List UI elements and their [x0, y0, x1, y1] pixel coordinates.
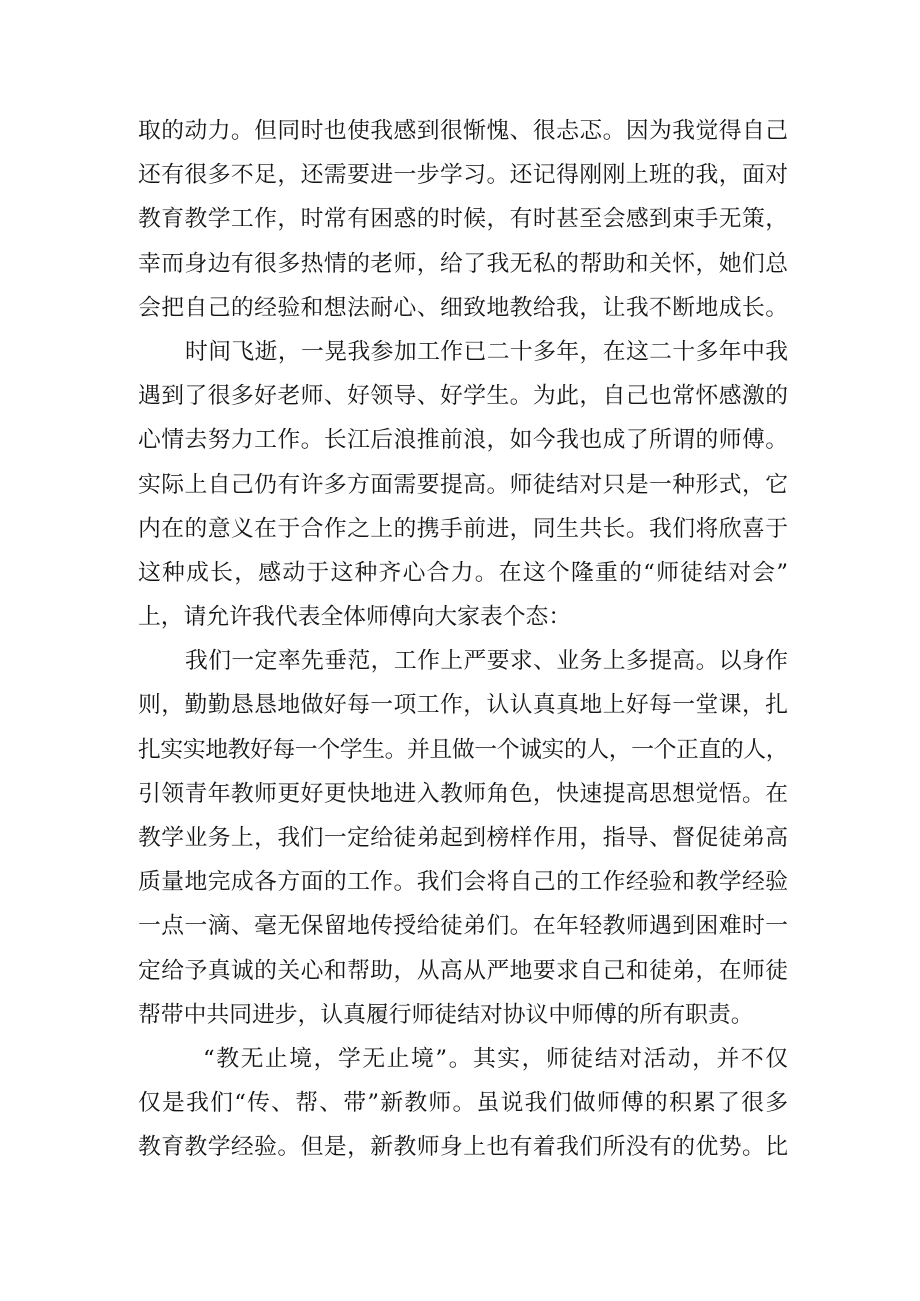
text-line: “教无止境，学无止境”。其实，师徒结对活动，并不仅	[203, 1045, 788, 1072]
text-line: 定给予真诚的关心和帮助，从高从严地要求自己和徒弟，在师徒	[138, 957, 788, 984]
text-line: 仅是我们“传、帮、带”新教师。虽说我们做师傅的积累了很多	[138, 1090, 788, 1117]
paragraph	[138, 639, 788, 1037]
text-line: 取的动力。但同时也使我感到很惭愧、很忐忑。因为我觉得自己	[138, 118, 788, 144]
paragraph	[138, 109, 788, 330]
text-line: 会把自己的经验和想法耐心、细致地教给我，让我不断地成长。	[138, 294, 788, 321]
text-line: 心情去努力工作。长江后浪推前浪，如今我也成了所谓的师傅。	[138, 427, 788, 454]
text-line: 这种成长，感动于这种齐心合力。在这个隆重的“师徒结对会”	[138, 559, 788, 586]
text-line: 扎实实地教好每一个学生。并且做一个诚实的人，一个正直的人，	[138, 736, 788, 763]
text-line: 内在的意义在于合作之上的携手前进，同生共长。我们将欣喜于	[138, 515, 788, 542]
text-line: 我们一定率先垂范，工作上严要求、业务上多提高。以身作	[185, 648, 788, 675]
text-line: 帮带中共同进步，认真履行师徒结对协议中师傅的所有职责。	[138, 1001, 754, 1028]
text-line: 教育教学经验。但是，新教师身上也有着我们所没有的优势。比	[138, 1134, 788, 1161]
text-line: 遇到了很多好老师、好领导、好学生。为此，自己也常怀感激的	[138, 383, 788, 410]
paragraph	[138, 1037, 788, 1170]
text-line: 质量地完成各方面的工作。我们会将自己的工作经验和教学经验	[138, 869, 788, 896]
document-body	[138, 109, 788, 1170]
text-line: 引领青年教师更好更快地进入教师角色，快速提高思想觉悟。在	[138, 780, 788, 807]
text-line: 时间飞逝，一晃我参加工作已二十多年，在这二十多年中我	[185, 338, 788, 365]
text-line: 上，请允许我代表全体师傅向大家表个态：	[138, 604, 572, 631]
paragraph	[138, 330, 788, 639]
text-line: 则，勤勤恳恳地做好每一项工作，认认真真地上好每一堂课，扎	[138, 692, 788, 719]
text-line: 幸而身边有很多热情的老师，给了我无私的帮助和关怀，她们总	[138, 250, 788, 277]
text-line: 实际上自己仍有许多方面需要提高。师徒结对只是一种形式，它	[138, 471, 788, 498]
text-line: 一点一滴、毫无保留地传授给徒弟们。在年轻教师遇到困难时一	[138, 913, 788, 940]
text-line: 教学业务上，我们一定给徒弟起到榜样作用，指导、督促徒弟高	[138, 825, 788, 851]
text-line: 还有很多不足，还需要进一步学习。还记得刚刚上班的我，面对	[138, 162, 788, 189]
text-line: 教育教学工作，时常有困惑的时候，有时甚至会感到束手无策，	[138, 206, 788, 233]
